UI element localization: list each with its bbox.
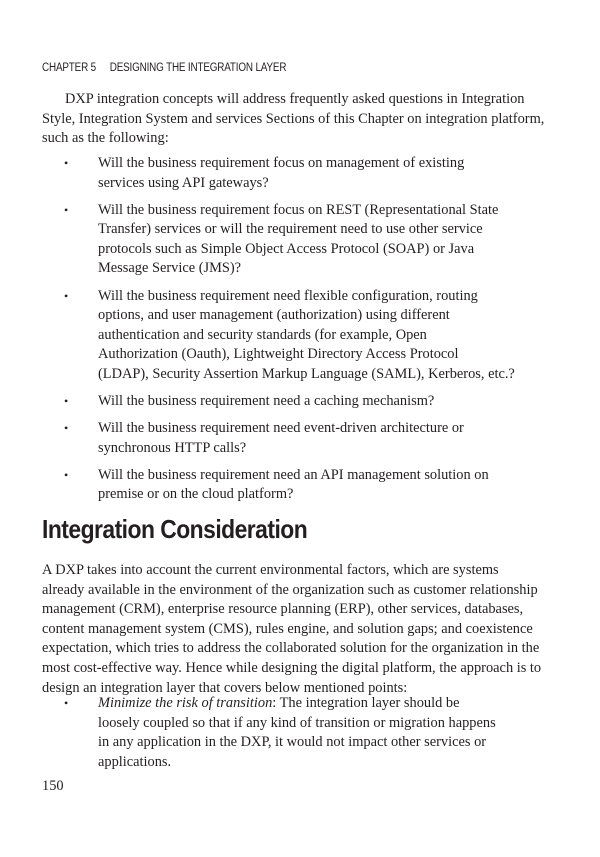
text-line: (LDAP), Security Assertion Markup Language (SAML), Kerberos, etc.? [98, 365, 515, 382]
text-line: Will the business requirement focus on REST (Representational State [98, 201, 499, 218]
text-line: most cost-effective way. Hence while designing the digital platform, the approach is to [42, 659, 542, 676]
text-line: A DXP takes into account the current environmental factors, which are systems [42, 562, 499, 578]
text-line: such as the following: [42, 130, 169, 147]
list-item [42, 201, 542, 279]
text-line: content management system (CMS), rules engine, and solution gaps; and coexistence [42, 620, 533, 637]
text-line: applications. [98, 753, 172, 770]
bullet-icon: • [64, 394, 69, 409]
bullet-icon: • [64, 288, 69, 303]
section-heading: Integration Consideration [42, 514, 308, 544]
text-line: Will the business requirement need event-driven architecture or [98, 420, 464, 437]
list-item [42, 466, 542, 505]
text-line: protocols such as Simple Object Access Protocol (SOAP) or Java [98, 240, 475, 257]
text-line: Will the business requirement need an API management solution on [98, 466, 489, 483]
list-item [42, 419, 542, 458]
chapter-number: CHAPTER 5 [42, 62, 96, 74]
consideration-points-list [42, 694, 542, 780]
text-line: DXP integration concepts will address frequently asked questions in Integration [65, 91, 525, 107]
list-item [42, 694, 542, 772]
point-text: : The integration layer should be [272, 695, 460, 711]
section-paragraph [42, 561, 542, 698]
page-number: 150 [42, 778, 64, 794]
text-line: Transfer) services or will the requirement need to use other service [98, 221, 483, 238]
text-line: premise or on the cloud platform? [98, 486, 294, 503]
bullet-icon: • [64, 696, 69, 710]
text-line: in any application in the DXP, it would not impact other services or [98, 734, 487, 751]
text-line: already available in the environment of the organization such as customer relationship [42, 581, 538, 598]
text-line: Will the business requirement need a caching mechanism? [98, 393, 435, 410]
list-item [42, 154, 542, 193]
list-item [42, 392, 542, 412]
bullet-icon: • [64, 421, 69, 436]
text-line: services using API gateways? [98, 174, 269, 191]
list-item [42, 287, 542, 385]
text-line: Style, Integration System and services Sections of this Chapter on integration platform, [42, 110, 545, 127]
chapter-title: DESIGNING THE INTEGRATION LAYER [109, 62, 287, 74]
text-line: Will the business requirement focus on management of existing [98, 155, 465, 171]
running-head [42, 62, 286, 74]
text-line: options, and user management (authorization) using different [98, 307, 450, 324]
text-line: design an integration layer that covers below mentioned points: [42, 679, 408, 696]
bullet-icon: • [64, 467, 69, 482]
bullet-icon: • [64, 156, 69, 170]
bullet-icon: • [64, 202, 69, 217]
point-term: Minimize the risk of transition [98, 695, 273, 711]
text-line: loosely coupled so that if any kind of transition or migration happens [98, 714, 496, 731]
intro-paragraph [42, 90, 545, 149]
text-line: Will the business requirement need flexible configuration, routing [98, 287, 478, 304]
text-line [98, 694, 542, 714]
text-line: synchronous HTTP calls? [98, 439, 247, 456]
questions-list [42, 154, 542, 513]
text-line: expectation, which tries to address the collaborated solution for the organization in the [42, 640, 540, 657]
text-line: authentication and security standards (for example, Open [98, 326, 427, 343]
text-line: Authorization (Oauth), Lightweight Directory Access Protocol [98, 346, 459, 363]
text-line: management (CRM), enterprise resource planning (ERP), other services, databases, [42, 601, 524, 618]
text-line: Message Service (JMS)? [98, 260, 242, 277]
